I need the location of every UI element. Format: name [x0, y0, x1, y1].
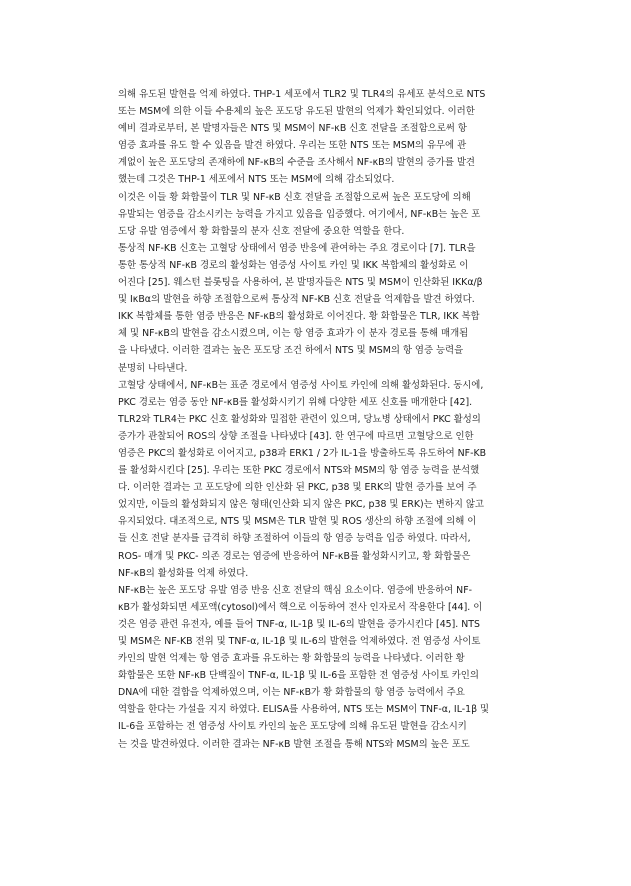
text-line: 계없이 높은 포도당의 존재하에 NF-κB의 수준을 조사해서 NF-κB의 발현의 증가를 발견 — [118, 157, 475, 169]
text-line: NF-κB는 높은 포도당 유발 염증 반응 신호 전달의 핵심 요소이다. 염증에 반응하여 NF- — [118, 584, 472, 596]
paragraph-3 — [118, 240, 533, 377]
text-line: 예비 결과로부터, 본 발명자들은 NTS 및 MSM이 NF-κB 신호 전달을 조절함으로써 항 — [118, 123, 467, 135]
text-line: 체 및 NF-κB의 발현을 감소시켰으며, 이는 항 염증 효과가 이 분자 경로를 통해 매개됨 — [118, 328, 469, 340]
paragraph-1 — [118, 86, 533, 189]
text-line: κB가 활성화되면 세포액(cytosol)에서 핵으로 이동하여 전사 인자로서 작용한다 [44]. 이 — [118, 601, 483, 613]
text-line: DNA에 대한 결합을 억제하였으며, 이는 NF-κB가 황 화합물의 항 염증 능력에서 주요 — [118, 687, 465, 699]
text-line: IL-6을 포함하는 전 염증성 사이토 카인의 높은 포도당에 의해 유도된 발현을 감소시키 — [118, 721, 467, 733]
text-line: 통상적 NF-KB 신호는 고혈당 상태에서 염증 반응에 관여하는 주요 경로이다 [7]. TLR을 — [118, 242, 476, 254]
text-line: 것은 염증 관련 유전자, 예를 들어 TNF-α, IL-1β 및 IL-6의 발현을 증가시킨다 [45]. NTS — [118, 618, 480, 630]
text-line: 유발되는 염증을 감소시키는 능력을 가지고 있음을 입증했다. 여기에서, NF-κB는 높은 포 — [118, 208, 481, 220]
text-line: 통한 통상적 NF-κB 경로의 활성화는 염증성 사이토 카인 및 IKK 복합체의 활성화로 이 — [118, 259, 469, 271]
text-line: 를 활성화시킨다 [25]. 우리는 또한 PKC 경로에서 NTS와 MSM의 항 염증 능력을 분석했 — [118, 465, 480, 477]
text-line: 화합물은 또한 NF-κB 단백질이 TNF-α, IL-1β 및 IL-6을 포함한 전 염증성 사이토 카인의 — [118, 670, 479, 682]
document-page — [118, 86, 533, 753]
text-line: 및 MSM은 NF-KB 전위 및 TNF-α, IL-1β 및 IL-6의 발현을 억제하였다. 전 염증성 사이토 — [118, 636, 481, 647]
text-line: 고혈당 상태에서, NF-κB는 표준 경로에서 염증성 사이토 카인에 의해 활성화된다. 동시에, — [118, 379, 484, 391]
text-line: 염증은 PKC의 활성화로 이어지고, p38과 ERK1 / 2가 IL-1을 방출하도록 유도하여 NF-KB — [118, 447, 487, 459]
text-line: 도당 유발 염증에서 황 화합물의 분자 신호 전달에 중요한 역할을 한다. — [118, 225, 405, 237]
text-line: 분명히 나타낸다. — [118, 362, 188, 374]
paragraph-5 — [118, 582, 533, 753]
text-line: 염증 효과를 유도 할 수 있음을 발견 하였다. 우리는 또한 NTS 또는 MSM의 유무에 관 — [118, 140, 467, 152]
text-line: 다. 이러한 결과는 고 포도당에 의한 인산화 된 PKC, p38 및 ERK의 발현 증가를 보여 주 — [118, 482, 477, 494]
text-line: NF-κB의 활성화를 억제 하였다. — [118, 567, 249, 579]
text-line: 이것은 이들 황 화합물이 TLR 및 NF-κB 신호 전달을 조절함으로써 높은 포도당에 의해 — [118, 191, 471, 203]
text-line: TLR2와 TLR4는 PKC 신호 활성화와 밀접한 관련이 있으며, 당뇨병 상태에서 PKC 활성의 — [118, 413, 481, 425]
text-line: 들 신호 전달 분자를 급격히 하향 조절하여 이들의 항 염증 능력을 입증 하였다. 따라서, — [118, 533, 471, 545]
text-line: ROS- 매개 및 PKC- 의존 경로는 염증에 반응하여 NF-κB를 활성화시키고, 황 화합물은 — [118, 550, 471, 562]
text-line: 했는데 그것은 THP-1 세포에서 NTS 또는 MSM에 의해 감소되었다. — [118, 174, 395, 186]
text-line: 증가가 관찰되어 ROS의 상향 조절을 나타냈다 [43]. 한 연구에 따르면 고혈당으로 인한 — [118, 430, 474, 442]
text-line: 어진다 [25]. 웨스턴 블롯팅을 사용하여, 본 발명자들은 NTS 및 MSM이 인산화된 IKKα/β — [118, 277, 483, 289]
text-line: PKC 경로는 염증 동안 NF-κB를 활성화시키기 위해 다양한 세포 신호를 매개한다 [42]. — [118, 396, 473, 408]
text-line: 및 IκBα의 발현을 하향 조절함으로써 통상적 NF-KB 신호 전달을 억제함을 발견 하였다. — [118, 294, 475, 306]
text-line: IKK 복합체를 통한 염증 반응은 NF-κB의 활성화로 이어진다. 황 화합물은 TLR, IKK 복합 — [118, 311, 480, 323]
text-line: 또는 MSM에 의한 이들 수용체의 높은 포도당 유도된 발현의 억제가 확인되었다. 이러한 — [118, 106, 475, 118]
text-line: 의해 유도된 발현을 억제 하였다. THP-1 세포에서 TLR2 및 TLR4의 유세포 분석으로 NTS — [118, 89, 486, 100]
text-line: 카인의 발현 억제는 항 염증 효과를 유도하는 황 화합물의 능력을 나타냈다. 이러한 황 — [118, 653, 465, 665]
paragraph-4 — [118, 377, 533, 582]
text-line: 유지되었다. 대조적으로, NTS 및 MSM은 TLR 발현 및 ROS 생산의 하향 조절에 의해 이 — [118, 516, 477, 528]
text-line: 었지만, 이들의 활성화되지 않은 형태(인산화 되지 않은 PKC, p38 및 ERK)는 변하지 않고 — [118, 499, 484, 511]
text-line: 을 나타냈다. 이러한 결과는 높은 포도당 조건 하에서 NTS 및 MSM의 항 염증 능력을 — [118, 345, 464, 357]
paragraph-2 — [118, 189, 533, 240]
text-line: 역할을 한다는 가설을 지지 하였다. ELISA를 사용하여, NTS 또는 MSM이 TNF-α, IL-1β 및 — [118, 704, 490, 716]
text-line: 는 것을 발견하였다. 이러한 결과는 NF-κB 발현 조절을 통해 NTS와 MSM의 높은 포도 — [118, 738, 470, 750]
